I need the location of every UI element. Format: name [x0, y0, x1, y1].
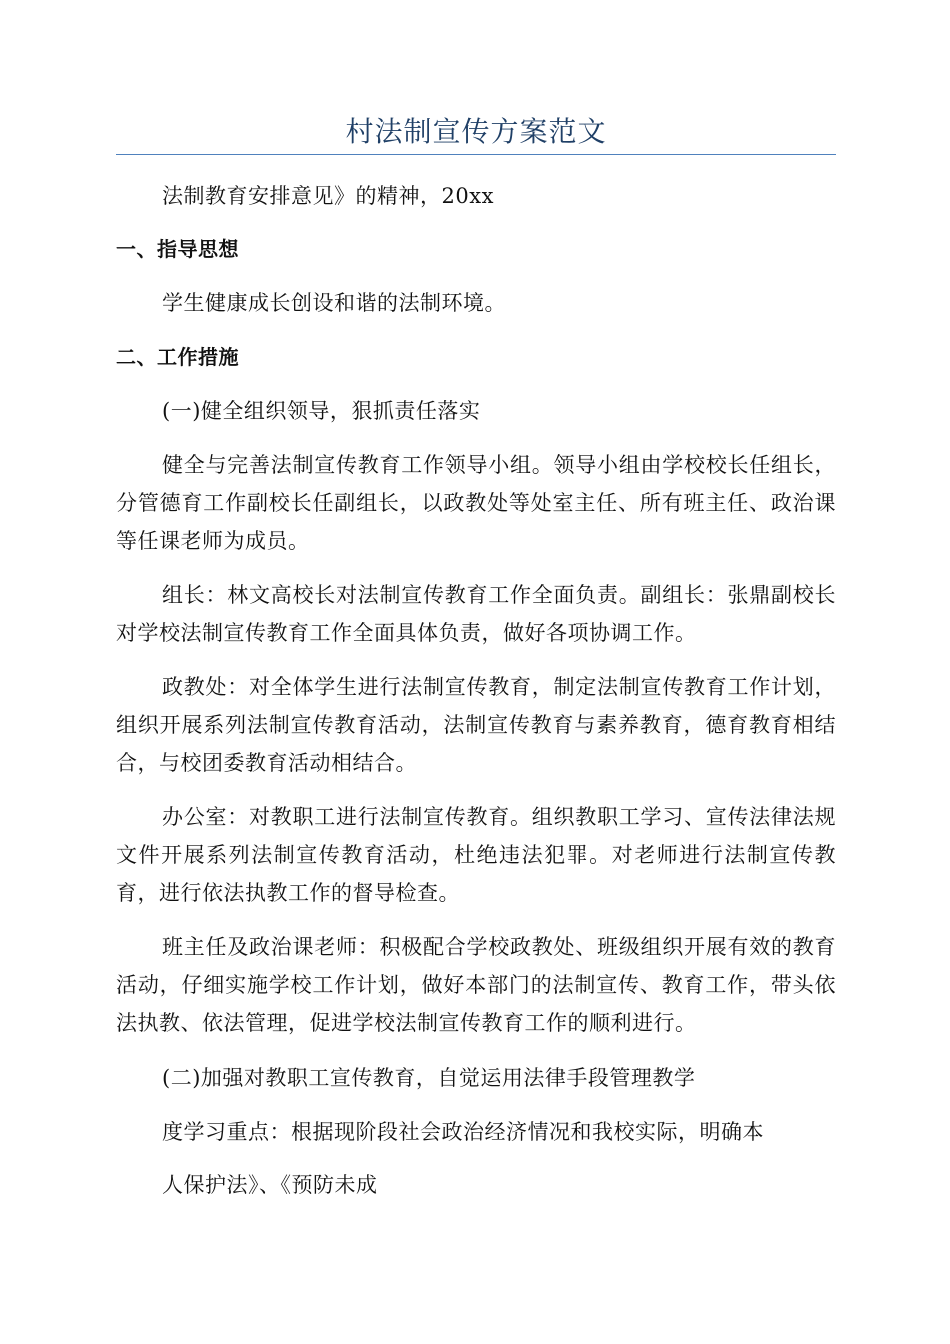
paragraph: 度学习重点：根据现阶段社会政治经济情况和我校实际，明确本 [162, 1120, 764, 1144]
section-heading-guiding-thought: 一、指导思想 [116, 237, 239, 261]
subsection-heading: (二)加强对教职工宣传教育，自觉运用法律手段管理教学 [162, 1066, 696, 1090]
title-underline [116, 154, 836, 155]
document-page [116, 0, 836, 1344]
subsection-heading: (一)健全组织领导，狠抓责任落实 [162, 399, 481, 423]
paragraph: 人保护法》、《预防未成 [162, 1173, 378, 1197]
paragraph: 政教处：对全体学生进行法制宣传教育，制定法制宣传教育工作计划，组织开展系列法制宣传教育活动，法制宣传教育与素养教育，德育教育相结合，与校团委教育活动相结合。 [116, 675, 836, 775]
paragraph: 健全与完善法制宣传教育工作领导小组。领导小组由学校校长任组长，分管德育工作副校长任副组长，以政教处等处室主任、所有班主任、政治课等任课老师为成员。 [116, 453, 836, 553]
paragraph: 办公室：对教职工进行法制宣传教育。组织教职工学习、宣传法律法规文件开展系列法制宣传教育活动，杜绝违法犯罪。对老师进行法制宣传教育，进行依法执教工作的督导检查。 [116, 805, 836, 905]
paragraph: 学生健康成长创设和谐的法制环境。 [162, 291, 506, 315]
document-title: 村法制宣传方案范文 [345, 115, 607, 148]
paragraph: 法制教育安排意见》的精神，20xx [162, 184, 494, 208]
paragraph: 组长：林文高校长对法制宣传教育工作全面负责。副组长：张鼎副校长对学校法制宣传教育工作全面具体负责，做好各项协调工作。 [116, 583, 836, 645]
paragraph: 班主任及政治课老师：积极配合学校政教处、班级组织开展有效的教育活动，仔细实施学校工作计划，做好本部门的法制宣传、教育工作，带头依法执教、依法管理，促进学校法制宣传教育工作的顺利进行。 [116, 935, 836, 1035]
section-heading-work-measures: 二、工作措施 [116, 345, 239, 369]
